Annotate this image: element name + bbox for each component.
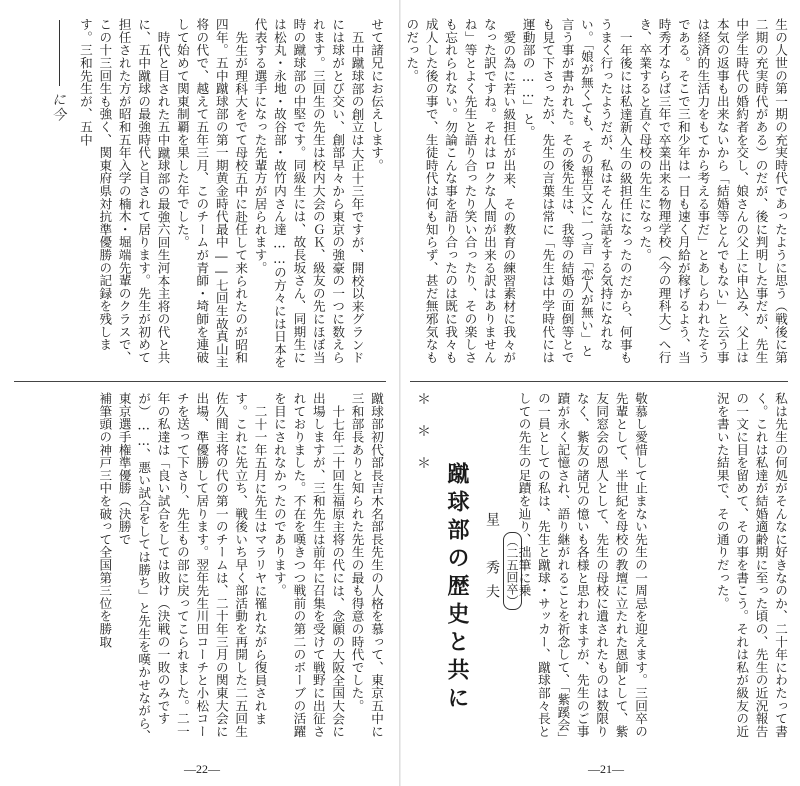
section-divider <box>410 381 788 382</box>
paragraph: 時代と目された五中蹴球部の最強六回生河本主将の代と共に、五中蹴球の最強時代と目されて居ります。先生が初めて担任された方が昭和五年入学の楠木・堀端先輩のクラスで、この十三回生も強く、関東府県対抗準優勝の記録を残します。三和先生が、五中 <box>77 18 171 364</box>
handwritten-note: に今 <box>50 92 66 122</box>
right-bottom-text <box>410 392 650 748</box>
page-number: —21— <box>588 762 624 776</box>
section-stars: ＊＊＊ <box>415 392 431 488</box>
author-class-note: （二五回卒） <box>503 532 522 610</box>
paragraph: せて諸兄にお伝えします。 <box>369 18 384 172</box>
page-number: —22— <box>184 762 220 776</box>
paragraph: 蹴球部初代部長吉木名部長先生の人格を慕って、東京五中に三和部長ありと知られた先生の最も得意の時代でした。 <box>349 392 384 738</box>
article-title: 蹴球部の歴史と共に <box>444 462 469 714</box>
paragraph: 五中蹴球部の創立は大正十三年ですが、開校以来グランドには球がとび交い、創部早々から東京の強豪の一つに数えられます。三回生の先生は校内大会のＧＫ、級友の先にほぼ当時の蹴球部の中堅です。同級生には、故長坂さん、同期生には松丸・永地・故谷部・故竹内さん達……の方々には日本を代表する選手になった先輩方が居られます。 <box>252 18 365 369</box>
paragraph: 愛の為に若い級担任が出来、その教育の練習素材に我々がなった訳ですね。それはロクな人間が出来る訳はありませんね」等とよく先生と語り合ったり笑い合ったり、その楽しさも忘れられない。勿論こんな事を語り合ったのは既に我々も成人した後の事で、生徒時代は何も知らず、甚だ無邪気なものだった。 <box>404 18 517 364</box>
paragraph: 二十一年五月に先生はマラリヤに罹れながら復員されます。これに先立ち、戦後いち早く部活動を再開した二五回生佐久間主将の代の第一のチームは、二十年三月の関東大会に出場、準優勝して居ります。翌年先生川田コーチと小松コーチを送って下さり、先生もの部に戻ってこられました。二一年の私達は「良い試合をしては敗け（決戦の一敗のみですが）……、悪い試合をしては勝ち」と先生を嘆かせながら、東京選手権準優勝（決勝で <box>116 392 268 743</box>
right-top-text <box>398 18 790 366</box>
paragraph: 補筆頭の神戸三中を破って全国第三位を勝取 <box>97 392 113 648</box>
article-author: 星 秀夫 <box>484 512 500 608</box>
paragraph: 一年後には私達新入生の級担任になったのだから、何事もうまく行ったようだが、私はそんな話をする気持になれない。「娘が無くても、その報告文に一つ言「恋人が無い」と言う事が書かれた。その後先生は、我等の結婚の面倒等とでも見て下さったが、先生の言葉は常に「先生は中学時代には運動部の……」と。 <box>520 18 633 364</box>
right-bottom-lead-text <box>680 392 790 748</box>
paragraph: 私は先生の何処がそんなに好きなのか、二十年にわたって書く。これは私達が結婚適齢期に至った頃の、先生の近況報告の一文に目を留めて、その事を書こう。それは私が級友の近況を書いた結果で、その通りだった。 <box>714 392 788 738</box>
paragraph: 敬慕し愛惜して止まない先生の一周忌を迎えます。三回卒の先輩として、半世紀を母校の教壇に立たれた恩師として、紫友同窓会の恩人として、先生の母校に遺されたものは数限りなく、紫友の諸兄の憶いも各様と思われますが、先生のご事蹟が永く記憶され、語り継がれることを祈念して、「紫蹊会」の一員としての私は、先生と蹴球・サッカー、蹴球部々長としての先生の足蹟を辿り、拙筆に乗 <box>516 392 648 745</box>
paragraph: 先生が理科大をでて母校五中に赴任して来られたのが昭和四年。五中蹴球部の第一期黄金時代最中――七回生故真山主将の代で、越えて五年三月、このチームが青師・埼師を連破して始めて関東制覇を果した年でした。 <box>174 18 249 369</box>
paragraph: 十七年二十回生福原主将の代には、念願の大阪全国大会に出場しますが、三和先生は前年に召集を受けて戦野に出征されておりました。不在を嘆きつつ戦前の第二のボーブの活躍を目にされなかったのであります。 <box>271 392 346 738</box>
paragraph: 生の人世の第一期の充実時代であったように思う（戦後に第二期の充実時代がある）のだが、後に判明した事だが、先生中学生時代の婚約者を交し、娘さんの父上に申込み、父上は本気の返事も出来ないから「結婚等とんでもない」と云う事は経済的生活力をもてから考える事だ」とあしらわれたそうである。そこで三和少年は一日も速く月給が稼げるよう、当時秀才ならば三年で卒業出来る物理学校（今の理科大）へ行き、卒業すると直ぐ母校の先生になった。 <box>637 18 788 364</box>
